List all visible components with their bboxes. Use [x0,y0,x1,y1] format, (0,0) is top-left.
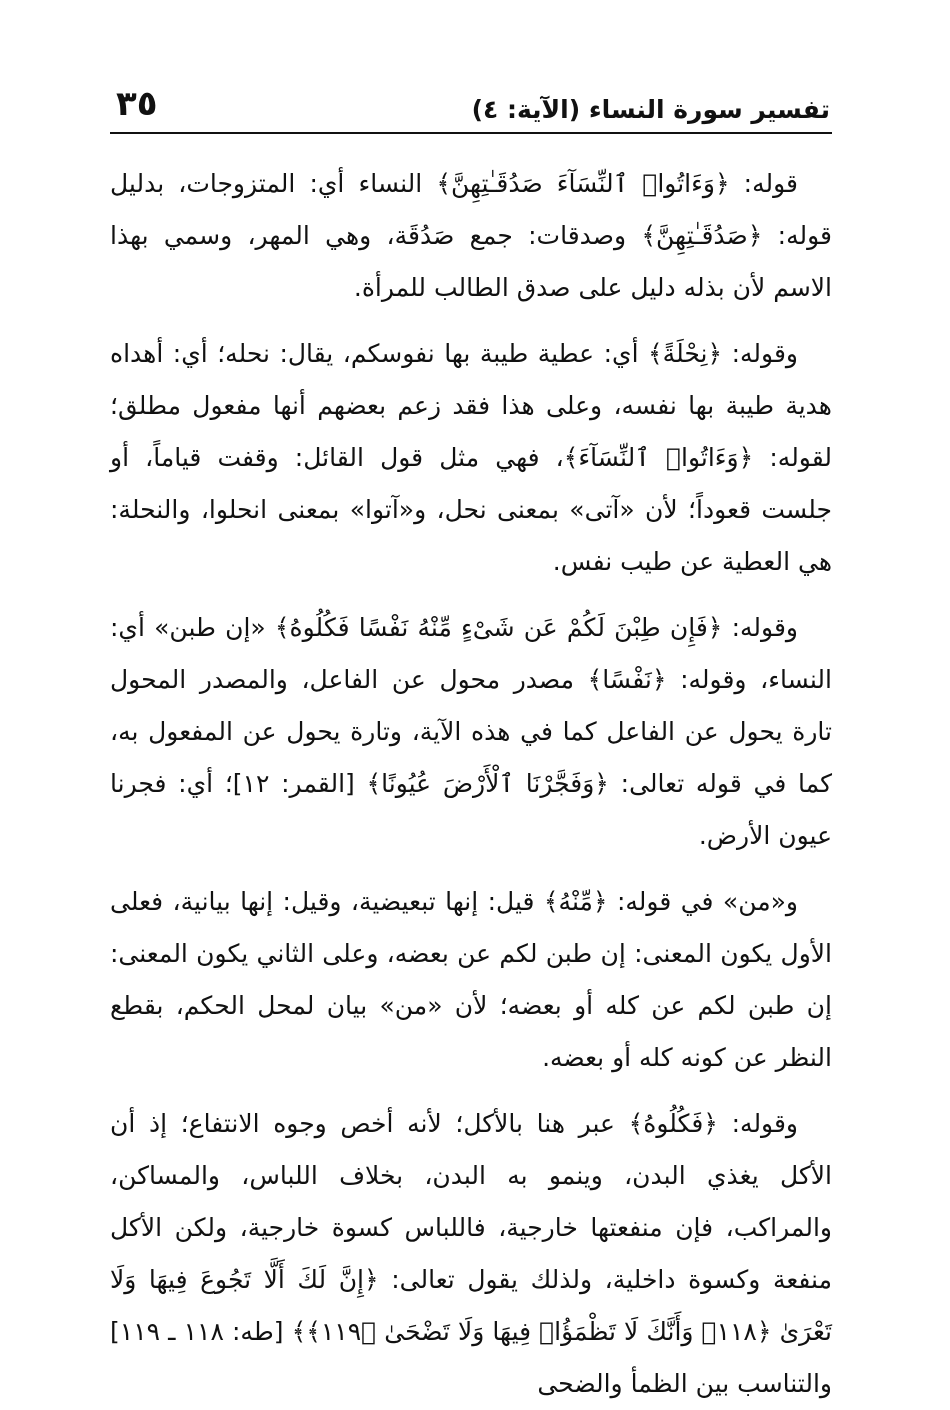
paragraph: قوله: ﴿وَءَاتُوا۟ ٱلنِّسَآءَ صَدُقَـٰتِهِنَّ﴾ النساء أي: المتزوجات، بدليل قوله: ﴿صَدُقَـٰتِهِنَّ﴾ وصدقات: جمع صَدُقَة، وهي المهر، وسمي بهذا الاسم لأن بذله دليل على صدق الطالب للمرأة. [110,169,832,302]
page-number: ٣٥ [116,84,158,124]
paragraph: وقوله: ﴿نِحْلَةً﴾ أي: عطية طيبة بها نفوسكم، يقال: نحله؛ أي: أهداه هدية طيبة بها نفسه، وعلى هذا فقد زعم بعضهم أنها مفعول مطلق؛ لقوله: ﴿وَءَاتُوا۟ ٱلنِّسَآءَ﴾، فهي مثل قول القائل: وقفت قياماً، أو جلست قعوداً؛ لأن «آتى» بمعنى نحل، و«آتوا» بمعنى انحلوا، والنحلة: هي العطية عن طيب نفس. [110,339,832,576]
running-title: تفسير سورة النساء (الآية: ٤) [471,95,830,124]
page-header [110,80,832,134]
paragraph: و«من» في قوله: ﴿مِّنْهُ﴾ قيل: إنها تبعيضية، وقيل: إنها بيانية، فعلى الأول يكون المعنى: إن طبن لكم عن بعضه، وعلى الثاني يكون المعنى: إن طبن لكم عن كله أو بعضه؛ لأن «من» بيان لمحل الحكم، بقطع النظر عن كونه كله أو بعضه. [110,887,832,1072]
page-body [110,158,832,1410]
paragraph: وقوله: ﴿فَإِن طِبْنَ لَكُمْ عَن شَىْءٍ مِّنْهُ نَفْسًا فَكُلُوهُ﴾ «إن طبن» أي: النساء، وقوله: ﴿نَفْسًا﴾ مصدر محول عن الفاعل، والمصدر المحول تارة يحول عن الفاعل كما في هذه الآية، وتارة يحول عن المفعول به، كما في قوله تعالى: ﴿وَفَجَّرْنَا ٱلْأَرْضَ عُيُونًا﴾ [القمر: ١٢]؛ أي: فجرنا عيون الأرض. [110,613,832,850]
paragraph: وقوله: ﴿فَكُلُوهُ﴾ عبر هنا بالأكل؛ لأنه أخص وجوه الانتفاع؛ إذ أن الأكل يغذي البدن، وينمو به البدن، بخلاف اللباس، والمساكن، والمراكب، فإن منفعتها خارجية، فاللباس كسوة خارجية، ولكن الأكل منفعة وكسوة داخلية، ولذلك يقول تعالى: ﴿إِنَّ لَكَ أَلَّا تَجُوعَ فِيهَا وَلَا تَعْرَىٰ ﴿١١٨﴾ وَأَنَّكَ لَا تَظْمَؤُا۟ فِيهَا وَلَا تَضْحَىٰ ﴿١١٩﴾﴾ [طه: ١١٨ ـ ١١٩] والتناسب بين الظمأ والضحى [110,1109,832,1398]
